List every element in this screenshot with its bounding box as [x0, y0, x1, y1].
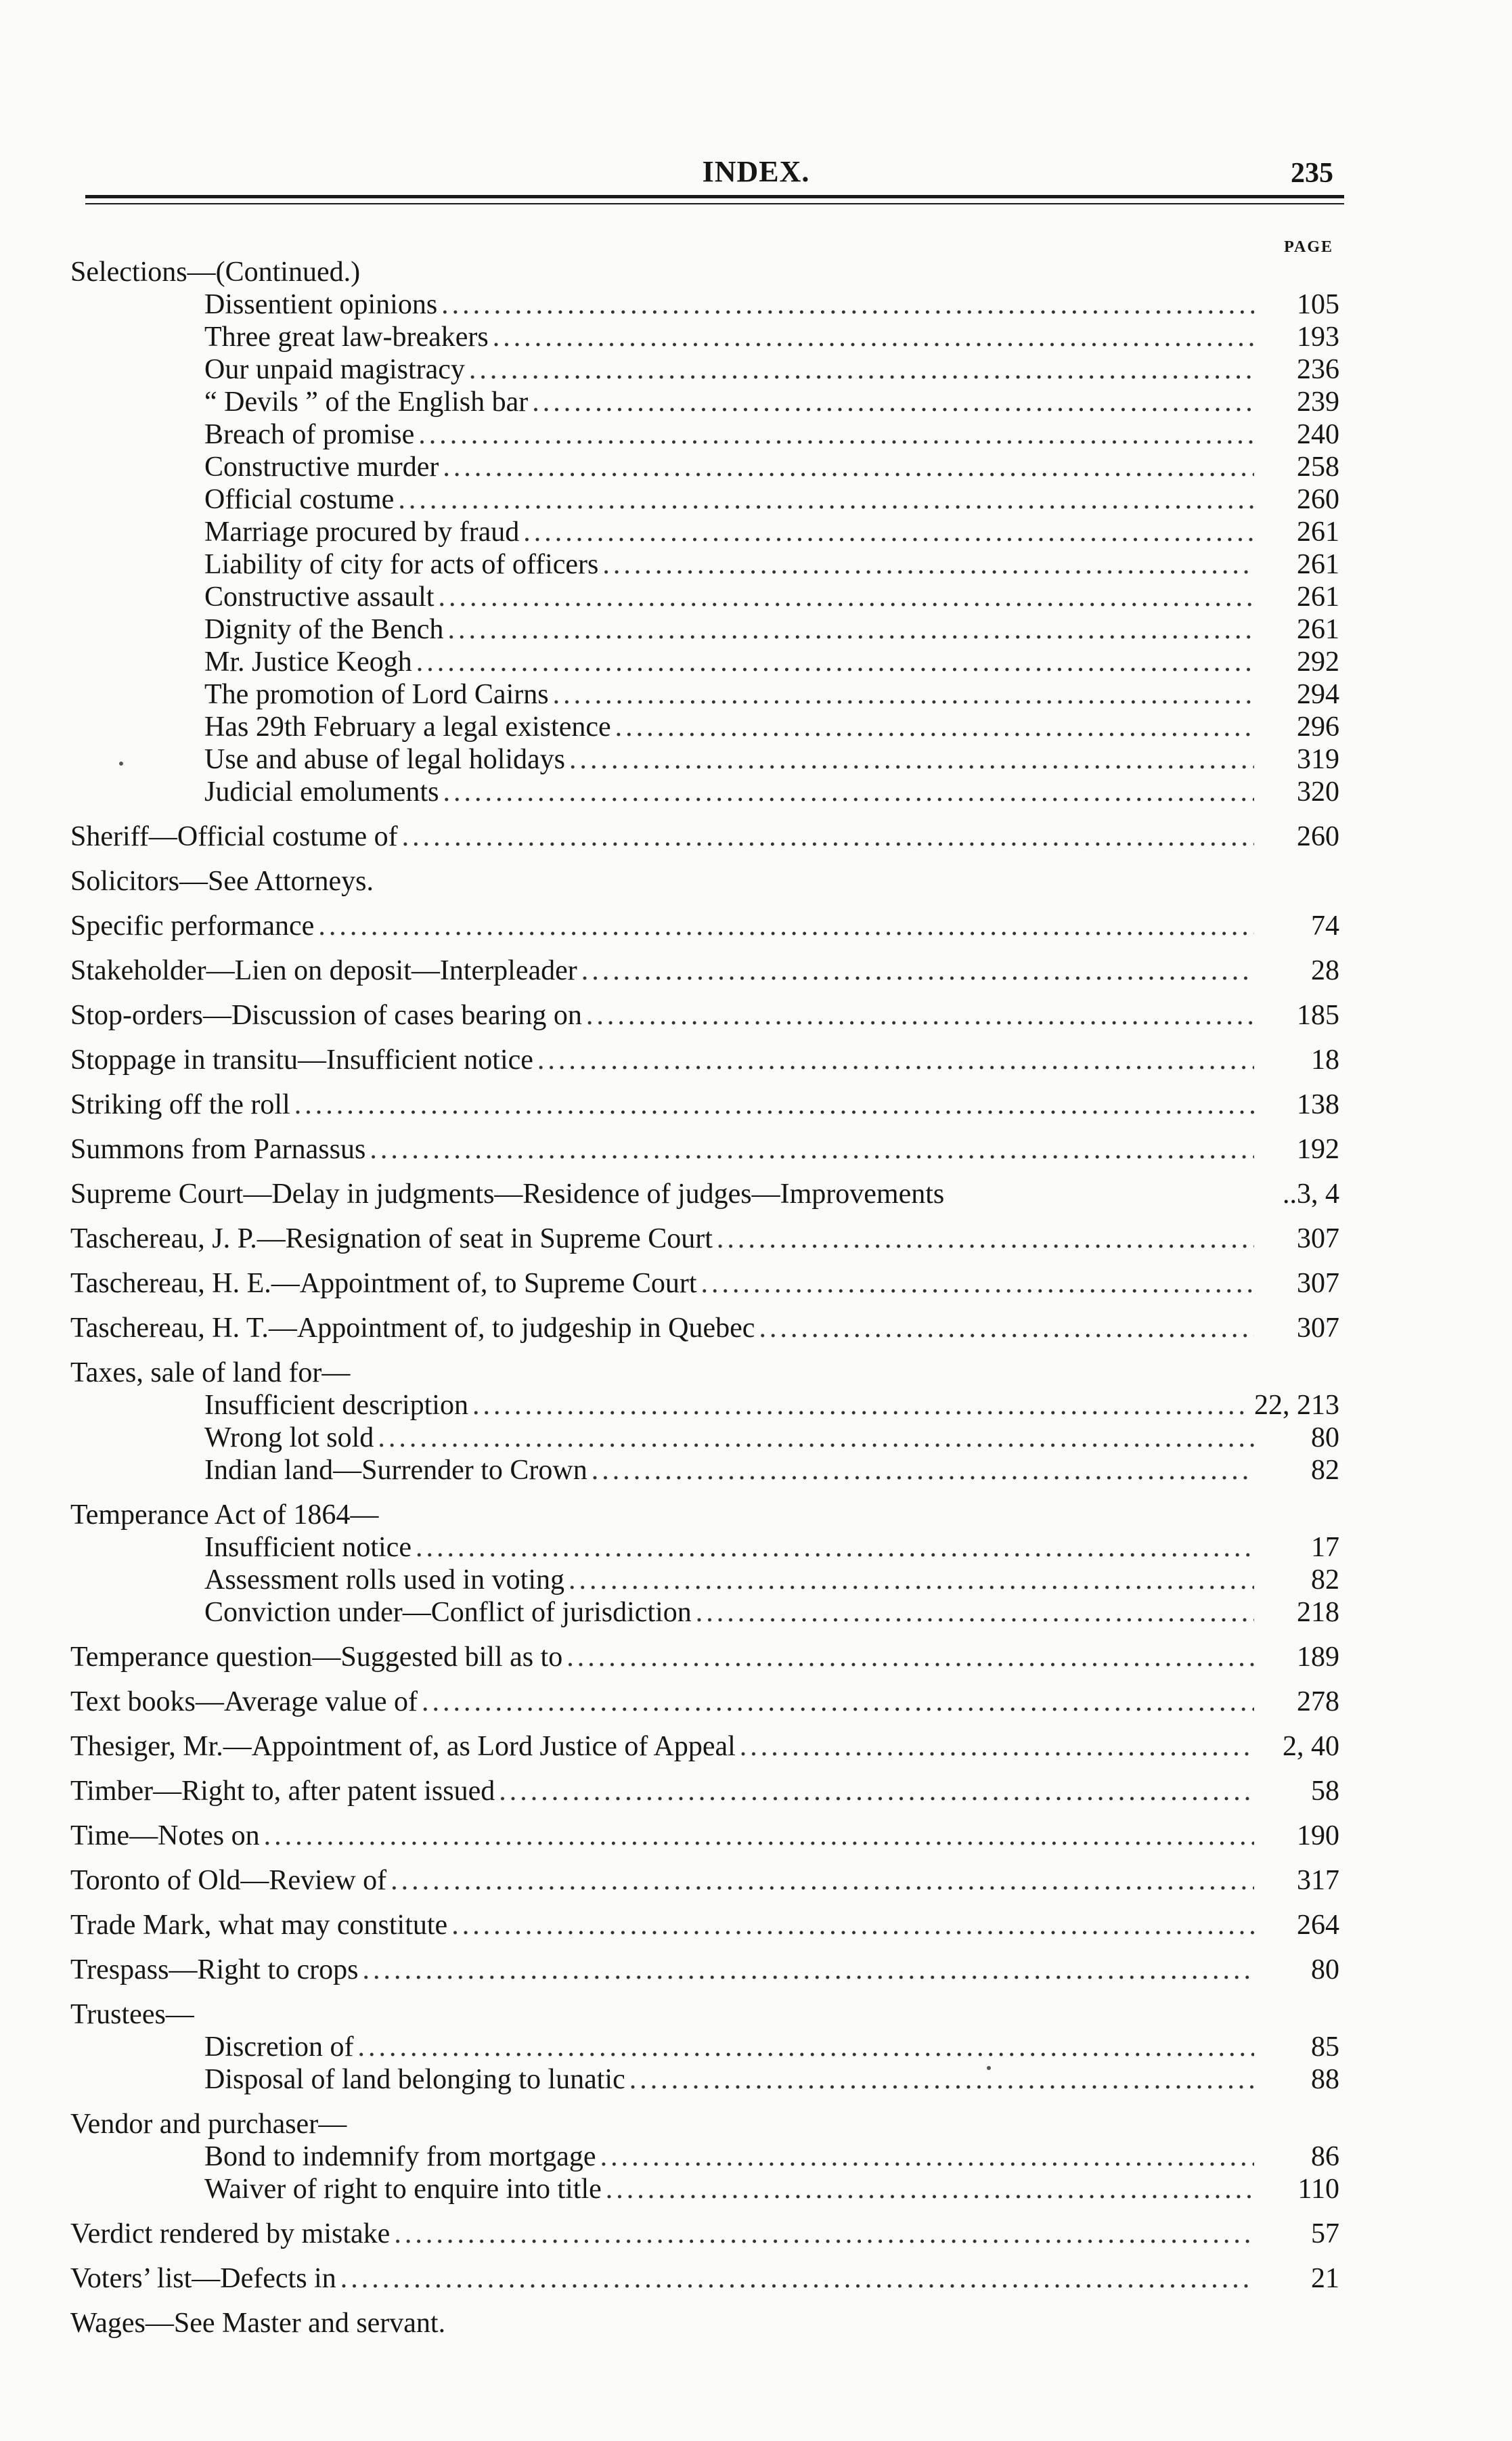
dot-leader	[569, 1564, 1254, 1596]
entry-page-ref: 185	[1297, 1000, 1339, 1031]
entry-term: Taxes, sale of land for—	[70, 1357, 351, 1388]
print-speck	[119, 762, 123, 766]
entry-page-ref: 240	[1297, 419, 1339, 450]
index-subentry	[70, 613, 1339, 646]
index-subentry	[70, 1596, 1339, 1629]
index-subentry	[70, 2140, 1339, 2173]
entry-page-ref: 88	[1311, 2064, 1339, 2095]
dot-leader	[443, 451, 1254, 483]
dot-leader	[378, 1422, 1254, 1454]
index-subentry	[70, 288, 1339, 321]
entry-page-ref: 193	[1297, 322, 1339, 353]
index-subentry	[70, 1454, 1339, 1487]
entry-page-ref: 28	[1311, 955, 1339, 986]
entry-term: Taschereau, J. P.—Resignation of seat in Supreme Court	[70, 1223, 713, 1254]
entry-page-ref: 258	[1297, 452, 1339, 483]
entry-term: Waiver of right to enquire into title	[204, 2174, 602, 2205]
entry-page-ref: 189	[1297, 1642, 1339, 1673]
entry-term: Judicial emoluments	[204, 776, 439, 808]
entry-page-ref: 260	[1297, 484, 1339, 515]
dot-leader	[391, 1864, 1254, 1897]
entry-page-ref: 57	[1311, 2218, 1339, 2249]
index-subentry	[70, 386, 1339, 418]
entry-page-ref: 260	[1297, 821, 1339, 852]
entry-page-ref: 2, 40	[1283, 1731, 1339, 1762]
index-subentry	[70, 483, 1339, 516]
index-subentry	[70, 646, 1339, 678]
index-entry	[70, 1864, 1339, 1897]
entry-page-ref: 307	[1297, 1223, 1339, 1254]
entry-term: Liability of city for acts of officers	[204, 549, 599, 580]
entry-page-ref: 261	[1297, 549, 1339, 580]
dot-leader	[451, 1909, 1254, 1941]
dot-leader	[566, 1641, 1254, 1673]
entry-term: Stakeholder—Lien on deposit—Interpleader	[70, 955, 577, 986]
dot-leader	[586, 999, 1254, 1032]
dot-leader	[592, 1454, 1254, 1487]
dot-leader	[740, 1730, 1254, 1763]
entry-term: Dignity of the Bench	[204, 614, 444, 645]
entry-term: Constructive assault	[204, 581, 435, 613]
index-subentry	[70, 353, 1339, 386]
dot-leader	[398, 483, 1254, 516]
index-entry	[70, 1641, 1339, 1673]
entry-page-ref: 278	[1297, 1686, 1339, 1717]
index-entry	[70, 2218, 1339, 2250]
entry-page-ref: 307	[1297, 1268, 1339, 1299]
index-subentry	[70, 1564, 1339, 1596]
dot-leader	[602, 548, 1254, 581]
entry-term: Supreme Court—Delay in judgments—Residence of judges—Improvements	[70, 1179, 945, 1210]
entry-term: Stop-orders—Discussion of cases bearing on	[70, 1000, 582, 1031]
entry-page-ref: 58	[1311, 1776, 1339, 1807]
dot-leader	[499, 1775, 1254, 1807]
dot-leader	[443, 776, 1254, 808]
index-subentry	[70, 711, 1339, 743]
entry-page-ref: 85	[1311, 2031, 1339, 2063]
dot-leader	[523, 516, 1254, 548]
entry-term: Specific performance	[70, 910, 315, 942]
index-subentry	[70, 1422, 1339, 1454]
entry-page-ref: 261	[1297, 614, 1339, 645]
entry-term: Marriage procured by fraud	[204, 516, 520, 548]
header-rule	[85, 195, 1344, 198]
entry-term: Striking off the roll	[70, 1089, 290, 1120]
entry-term: Insufficient notice	[204, 1532, 412, 1563]
dot-leader	[438, 581, 1254, 613]
entry-term: Taschereau, H. E.—Appointment of, to Supreme Court	[70, 1268, 697, 1299]
entry-term: Temperance question—Suggested bill as to	[70, 1642, 563, 1673]
dot-leader	[416, 1531, 1254, 1564]
index-entry	[70, 256, 1339, 288]
index-subentry	[70, 451, 1339, 483]
entry-page-ref: 264	[1297, 1910, 1339, 1941]
dot-leader	[340, 2262, 1254, 2295]
entry-term: Dissentient opinions	[204, 289, 438, 320]
dot-leader	[759, 1312, 1254, 1344]
entry-term: Timber—Right to, after patent issued	[70, 1776, 495, 1807]
index-entry	[70, 1044, 1339, 1076]
entry-term: Constructive murder	[204, 452, 439, 483]
index-subentry	[70, 2173, 1339, 2205]
index-entry	[70, 1909, 1339, 1941]
index-entry	[70, 1730, 1339, 1763]
entry-page-ref: 105	[1297, 289, 1339, 320]
entry-term: Mr. Justice Keogh	[204, 646, 412, 678]
entry-term: Our unpaid magistracy	[204, 354, 465, 385]
header-rule-thin	[85, 203, 1344, 204]
entry-page-ref: 296	[1297, 711, 1339, 743]
entry-page-ref: 294	[1297, 679, 1339, 710]
index-entry	[70, 2307, 1339, 2339]
index-entry	[70, 1499, 1339, 1531]
index-entry	[70, 1133, 1339, 1166]
dot-leader	[294, 1088, 1254, 1121]
entry-page-ref: 22, 213	[1254, 1390, 1339, 1421]
index-entry	[70, 1775, 1339, 1807]
index-entry	[70, 1312, 1339, 1344]
entry-page-ref: 319	[1297, 744, 1339, 775]
entry-term: Taschereau, H. T.—Appointment of, to judgeship in Quebec	[70, 1313, 755, 1344]
index-subentry	[70, 2063, 1339, 2096]
entry-page-ref: 21	[1311, 2263, 1339, 2294]
entry-term: Vendor and purchaser—	[70, 2109, 347, 2140]
entry-term: Conviction under—Conflict of jurisdiction	[204, 1597, 692, 1628]
index-subentry	[70, 548, 1339, 581]
print-speck	[987, 2066, 991, 2070]
entry-term: Trustees—	[70, 1999, 194, 2030]
entry-page-ref: 292	[1297, 646, 1339, 678]
index-entry	[70, 999, 1339, 1032]
dot-leader	[606, 2173, 1254, 2205]
entry-term: The promotion of Lord Cairns	[204, 679, 549, 710]
entry-term: Discretion of	[204, 2031, 354, 2063]
entry-term: Selections—(Continued.)	[70, 257, 361, 288]
index-entry	[70, 820, 1339, 853]
entry-term: Insufficient description	[204, 1390, 468, 1421]
index-subentry	[70, 678, 1339, 711]
entry-page-ref: 236	[1297, 354, 1339, 385]
index-entry	[70, 865, 1339, 898]
entry-page-ref: 261	[1297, 516, 1339, 548]
dot-leader	[422, 1686, 1254, 1718]
entry-page-ref: 192	[1297, 1134, 1339, 1165]
index-subentry	[70, 2031, 1339, 2063]
entry-page-ref: 82	[1311, 1455, 1339, 1486]
dot-leader	[264, 1820, 1254, 1852]
dot-leader	[493, 321, 1254, 353]
dot-leader	[600, 2140, 1254, 2173]
running-title: INDEX.	[702, 155, 810, 188]
dot-leader	[472, 1389, 1250, 1422]
index-subentry	[70, 321, 1339, 353]
page-column-label: PAGE	[1284, 238, 1333, 256]
entry-term: Use and abuse of legal holidays	[204, 744, 566, 775]
entry-page-ref: ..3, 4	[1283, 1179, 1339, 1210]
index-entry	[70, 1686, 1339, 1718]
index-subentry	[70, 418, 1339, 451]
index-entry	[70, 1223, 1339, 1255]
dot-leader	[318, 910, 1254, 942]
dot-leader	[447, 613, 1254, 646]
entry-term: Verdict rendered by mistake	[70, 2218, 391, 2249]
entry-term: Three great law-breakers	[204, 322, 489, 353]
dot-leader	[402, 820, 1254, 853]
index-entry	[70, 954, 1339, 987]
index-subentry	[70, 743, 1339, 776]
entry-term: “ Devils ” of the English bar	[204, 387, 529, 418]
dot-leader	[394, 2218, 1254, 2250]
dot-leader	[416, 646, 1254, 678]
dot-leader	[537, 1044, 1254, 1076]
entry-page-ref: 307	[1297, 1313, 1339, 1344]
index-entry	[70, 1820, 1339, 1852]
entry-term: Trespass—Right to crops	[70, 1954, 359, 1985]
entry-term: Has 29th February a legal existence	[204, 711, 611, 743]
dot-leader	[370, 1133, 1254, 1166]
index-entry	[70, 1954, 1339, 1986]
entry-page-ref: 18	[1311, 1044, 1339, 1076]
entry-term: Voters’ list—Defects in	[70, 2263, 336, 2294]
dot-leader	[569, 743, 1254, 776]
dot-leader	[469, 353, 1254, 386]
index-entry	[70, 910, 1339, 942]
index-list	[70, 256, 1339, 2339]
dot-leader	[701, 1267, 1254, 1300]
index-entry	[70, 1178, 1339, 1210]
entry-term: Temperance Act of 1864—	[70, 1499, 379, 1531]
dot-leader	[717, 1223, 1254, 1255]
entry-page-ref: 138	[1297, 1089, 1339, 1120]
index-subentry	[70, 1389, 1339, 1422]
dot-leader	[532, 386, 1254, 418]
entry-term: Wrong lot sold	[204, 1422, 374, 1453]
entry-page-ref: 82	[1311, 1564, 1339, 1596]
entry-term: Toronto of Old—Review of	[70, 1865, 387, 1896]
entry-page-ref: 80	[1311, 1422, 1339, 1453]
index-entry	[70, 1357, 1339, 1389]
index-entry	[70, 2262, 1339, 2295]
entry-page-ref: 239	[1297, 387, 1339, 418]
entry-page-ref: 86	[1311, 2141, 1339, 2172]
entry-page-ref: 317	[1297, 1865, 1339, 1896]
dot-leader	[581, 954, 1254, 987]
entry-term: Disposal of land belonging to lunatic	[204, 2064, 625, 2095]
dot-leader	[441, 288, 1254, 321]
entry-term: Stoppage in transitu—Insufficient notice	[70, 1044, 533, 1076]
index-subentry	[70, 581, 1339, 613]
entry-term: Official costume	[204, 484, 395, 515]
index-subentry	[70, 1531, 1339, 1564]
entry-term: Trade Mark, what may constitute	[70, 1910, 448, 1941]
entry-page-ref: 74	[1311, 910, 1339, 942]
entry-page-ref: 110	[1297, 2174, 1339, 2205]
entry-page-ref: 218	[1297, 1597, 1339, 1628]
entry-term: Time—Notes on	[70, 1820, 260, 1851]
entry-term: Bond to indemnify from mortgage	[204, 2141, 596, 2172]
entry-term: Thesiger, Mr.—Appointment of, as Lord Justice of Appeal	[70, 1731, 736, 1762]
entry-term: Breach of promise	[204, 419, 415, 450]
index-subentry	[70, 516, 1339, 548]
entry-page-ref: 261	[1297, 581, 1339, 613]
entry-page-ref: 320	[1297, 776, 1339, 808]
dot-leader	[615, 711, 1254, 743]
dot-leader	[418, 418, 1254, 451]
dot-leader	[357, 2031, 1254, 2063]
index-entry	[70, 1267, 1339, 1300]
entry-page-ref: 80	[1311, 1954, 1339, 1985]
index-entry	[70, 1998, 1339, 2031]
entry-term: Solicitors—See Attorneys.	[70, 866, 374, 897]
entry-term: Sheriff—Official costume of	[70, 821, 398, 852]
index-subentry	[70, 776, 1339, 808]
index-entry	[70, 1088, 1339, 1121]
entry-term: Summons from Parnassus	[70, 1134, 366, 1165]
entry-term: Assessment rolls used in voting	[204, 1564, 564, 1596]
entry-term: Text books—Average value of	[70, 1686, 418, 1717]
dot-leader	[553, 678, 1254, 711]
entry-page-ref: 190	[1297, 1820, 1339, 1851]
page-number: 235	[1291, 158, 1333, 189]
dot-leader	[696, 1596, 1254, 1629]
entry-term: Wages—See Master and servant.	[70, 2308, 446, 2339]
dot-leader	[629, 2063, 1254, 2096]
entry-page-ref: 17	[1311, 1532, 1339, 1563]
dot-leader	[362, 1954, 1254, 1986]
index-entry	[70, 2108, 1339, 2140]
entry-term: Indian land—Surrender to Crown	[204, 1455, 587, 1486]
